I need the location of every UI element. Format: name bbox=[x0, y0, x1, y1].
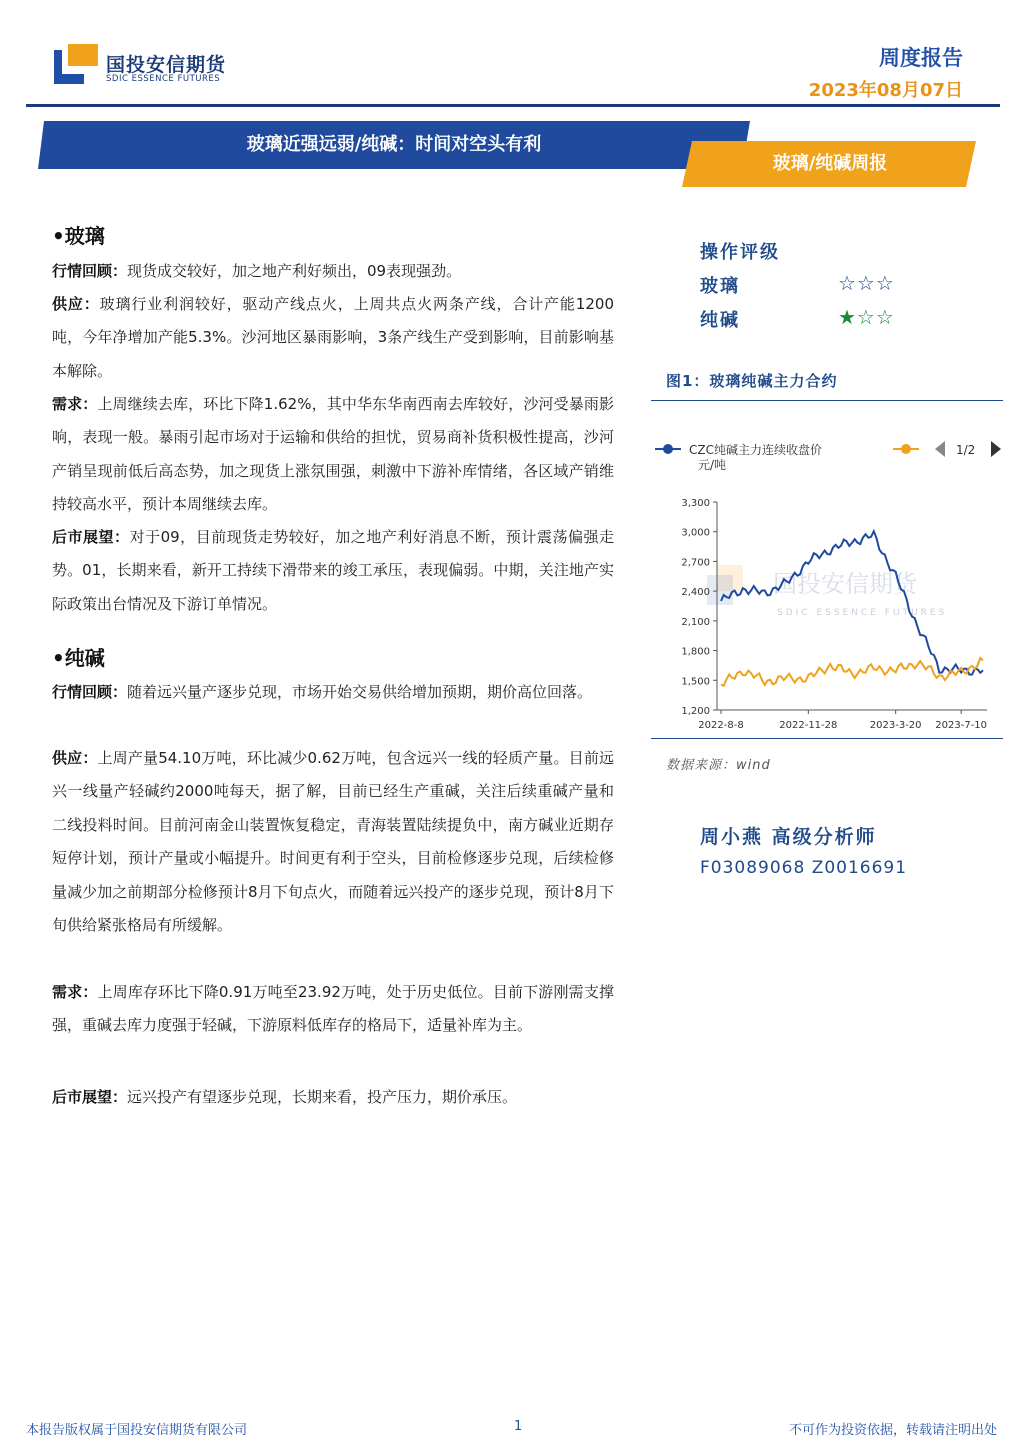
report-type: 周度报告 bbox=[879, 46, 963, 70]
y-tick-label: 3,000 bbox=[681, 527, 710, 539]
glass-review-text: 现货成交较好，加之地产利好频出，09表现强劲。 bbox=[127, 262, 462, 280]
y-tick-label: 2,700 bbox=[681, 557, 710, 569]
soda-outlook-label: 后市展望： bbox=[52, 1088, 128, 1106]
price-chart bbox=[651, 405, 1003, 735]
glass-demand-text: 上周继续去库，环比下降1.62%，其中华东华南西南去库较好，沙河受暴雨影响，表现一般。暴雨引起市场对于运输和供给的担忧，贸易商补货积极性提高，沙河产销呈现前低后高态势，加之现货上涨氛围强，刺激中下游补库情绪，各区域产销维持较高水平，预计本周继续去库。 bbox=[52, 395, 614, 514]
glass-outlook-text: 对于09，目前现货走势较好，加之地产利好消息不断，预计震荡偏强走势。01，长期来看，新开工持续下滑带来的竣工承压，表现偏弱。中期，关注地产实际政策出台情况及下游订单情况。 bbox=[52, 528, 614, 613]
y-tick-label: 1,500 bbox=[681, 676, 710, 688]
footer-disclaimer: 不可作为投资依据，转载请注明出处 bbox=[788, 1423, 997, 1438]
y-tick-label: 2,400 bbox=[681, 587, 710, 599]
glass-outlook bbox=[52, 521, 614, 621]
legend-series1-marker bbox=[663, 444, 673, 454]
soda-review-label: 行情回顾： bbox=[52, 683, 128, 701]
soda-review bbox=[52, 676, 614, 709]
header-divider bbox=[26, 104, 1000, 107]
pager-label: 1/2 bbox=[956, 443, 976, 457]
report-title: 玻璃近强远弱/纯碱：时间对空头有利 bbox=[246, 134, 542, 155]
analyst-codes: F03089068 Z0016691 bbox=[700, 858, 908, 878]
logo-name-cn: 国投安信期货 bbox=[106, 54, 227, 76]
figure-title: 图1：玻璃纯碱主力合约 bbox=[666, 372, 838, 390]
x-tick-label: 2023-3-20 bbox=[869, 720, 922, 731]
chart-unit: 元/吨 bbox=[698, 458, 727, 472]
series-soda-line bbox=[721, 531, 983, 674]
rating-soda-name: 纯碱 bbox=[700, 310, 740, 331]
analyst-name: 周小燕 高级分析师 bbox=[700, 826, 877, 848]
soda-review-text: 随着远兴量产逐步兑现，市场开始交易供给增加预期，期价高位回落。 bbox=[127, 683, 593, 701]
glass-supply-text: 玻璃行业利润较好，驱动产线点火，上周共点火两条产线，合计产能1200吨，今年净增加产能5.3%。沙河地区暴雨影响，3条产线生产受到影响，目前影响基本解除。 bbox=[52, 295, 614, 380]
report-subtitle: 玻璃/纯碱周报 bbox=[772, 153, 888, 174]
y-tick-label: 1,800 bbox=[681, 646, 710, 658]
footer-page-number: 1 bbox=[514, 1419, 523, 1434]
glass-section-title: •玻璃 bbox=[52, 224, 105, 248]
glass-review bbox=[52, 255, 614, 288]
soda-demand bbox=[52, 976, 614, 1043]
logo-name-en: SDIC ESSENCE FUTURES bbox=[106, 74, 221, 84]
company-logo-icon bbox=[54, 44, 98, 84]
glass-supply bbox=[52, 288, 614, 388]
x-tick-label: 2022-8-8 bbox=[698, 720, 744, 731]
glass-demand-label: 需求： bbox=[52, 395, 98, 413]
x-tick-label: 2022-11-28 bbox=[779, 720, 838, 731]
glass-supply-label: 供应： bbox=[52, 295, 100, 313]
y-tick-label: 2,100 bbox=[681, 616, 710, 628]
glass-demand bbox=[52, 388, 614, 522]
soda-demand-text: 上周库存环比下降0.91万吨至23.92万吨，处于历史低位。目前下游刚需支撑强，重碱去库力度强于轻碱，下游原料低库存的格局下，适量补库为主。 bbox=[52, 983, 614, 1035]
soda-supply bbox=[52, 742, 614, 942]
soda-supply-text: 上周产量54.10万吨，环比减少0.62万吨，包含远兴一线的轻质产量。目前远兴一线量产轻碱约2000吨每天，据了解，目前已经生产重碱，关注后续重碱产量和二线投料时间。目前河南金山装置恢复稳定，青海装置陆续提负中，南方碱业近期存短停计划，预计产量或小幅提升。时间更有利于空头，目前检修逐步兑现，后续检修量减少加之前期部分检修预计8月下旬点火，而随着远兴投产的逐步兑现，预计8月下旬供给紧张格局有所缓解。 bbox=[52, 749, 614, 935]
legend-series2-marker bbox=[901, 444, 911, 454]
y-tick-label: 1,200 bbox=[681, 706, 710, 717]
rating-glass-stars: ☆☆☆ bbox=[838, 271, 895, 295]
legend-series1-label: CZC纯碱主力连续收盘价 bbox=[689, 443, 822, 457]
soda-supply-label: 供应： bbox=[52, 749, 98, 767]
x-tick-label: 2023-7-10 bbox=[935, 720, 988, 731]
rating-soda-stars: ★☆☆ bbox=[838, 305, 895, 329]
footer-copyright: 本报告版权属于国投安信期货有限公司 bbox=[26, 1423, 248, 1438]
glass-review-label: 行情回顾： bbox=[52, 262, 128, 280]
figure-top-rule bbox=[651, 400, 1003, 401]
watermark-en: SDIC ESSENCE FUTURES bbox=[777, 608, 948, 618]
y-tick-label: 3,300 bbox=[681, 498, 710, 509]
soda-outlook-text: 远兴投产有望逐步兑现，长期来看，投产压力，期价承压。 bbox=[127, 1088, 518, 1106]
report-date: 2023年08月07日 bbox=[808, 80, 963, 101]
soda-outlook bbox=[52, 1081, 614, 1114]
watermark-logo-icon-2 bbox=[707, 575, 733, 605]
rating-glass-name: 玻璃 bbox=[700, 276, 740, 297]
soda-demand-label: 需求： bbox=[52, 983, 98, 1001]
soda-section-title: •纯碱 bbox=[52, 646, 105, 670]
series-glass-line bbox=[721, 658, 983, 686]
watermark-cn: 国投安信期货 bbox=[773, 570, 917, 598]
figure-bottom-rule bbox=[651, 738, 1003, 739]
pager-prev-icon[interactable] bbox=[935, 441, 945, 457]
rating-heading: 操作评级 bbox=[700, 242, 780, 263]
glass-outlook-label: 后市展望： bbox=[52, 528, 130, 546]
figure-source: 数据来源：wind bbox=[666, 758, 771, 773]
pager-next-icon[interactable] bbox=[991, 441, 1001, 457]
